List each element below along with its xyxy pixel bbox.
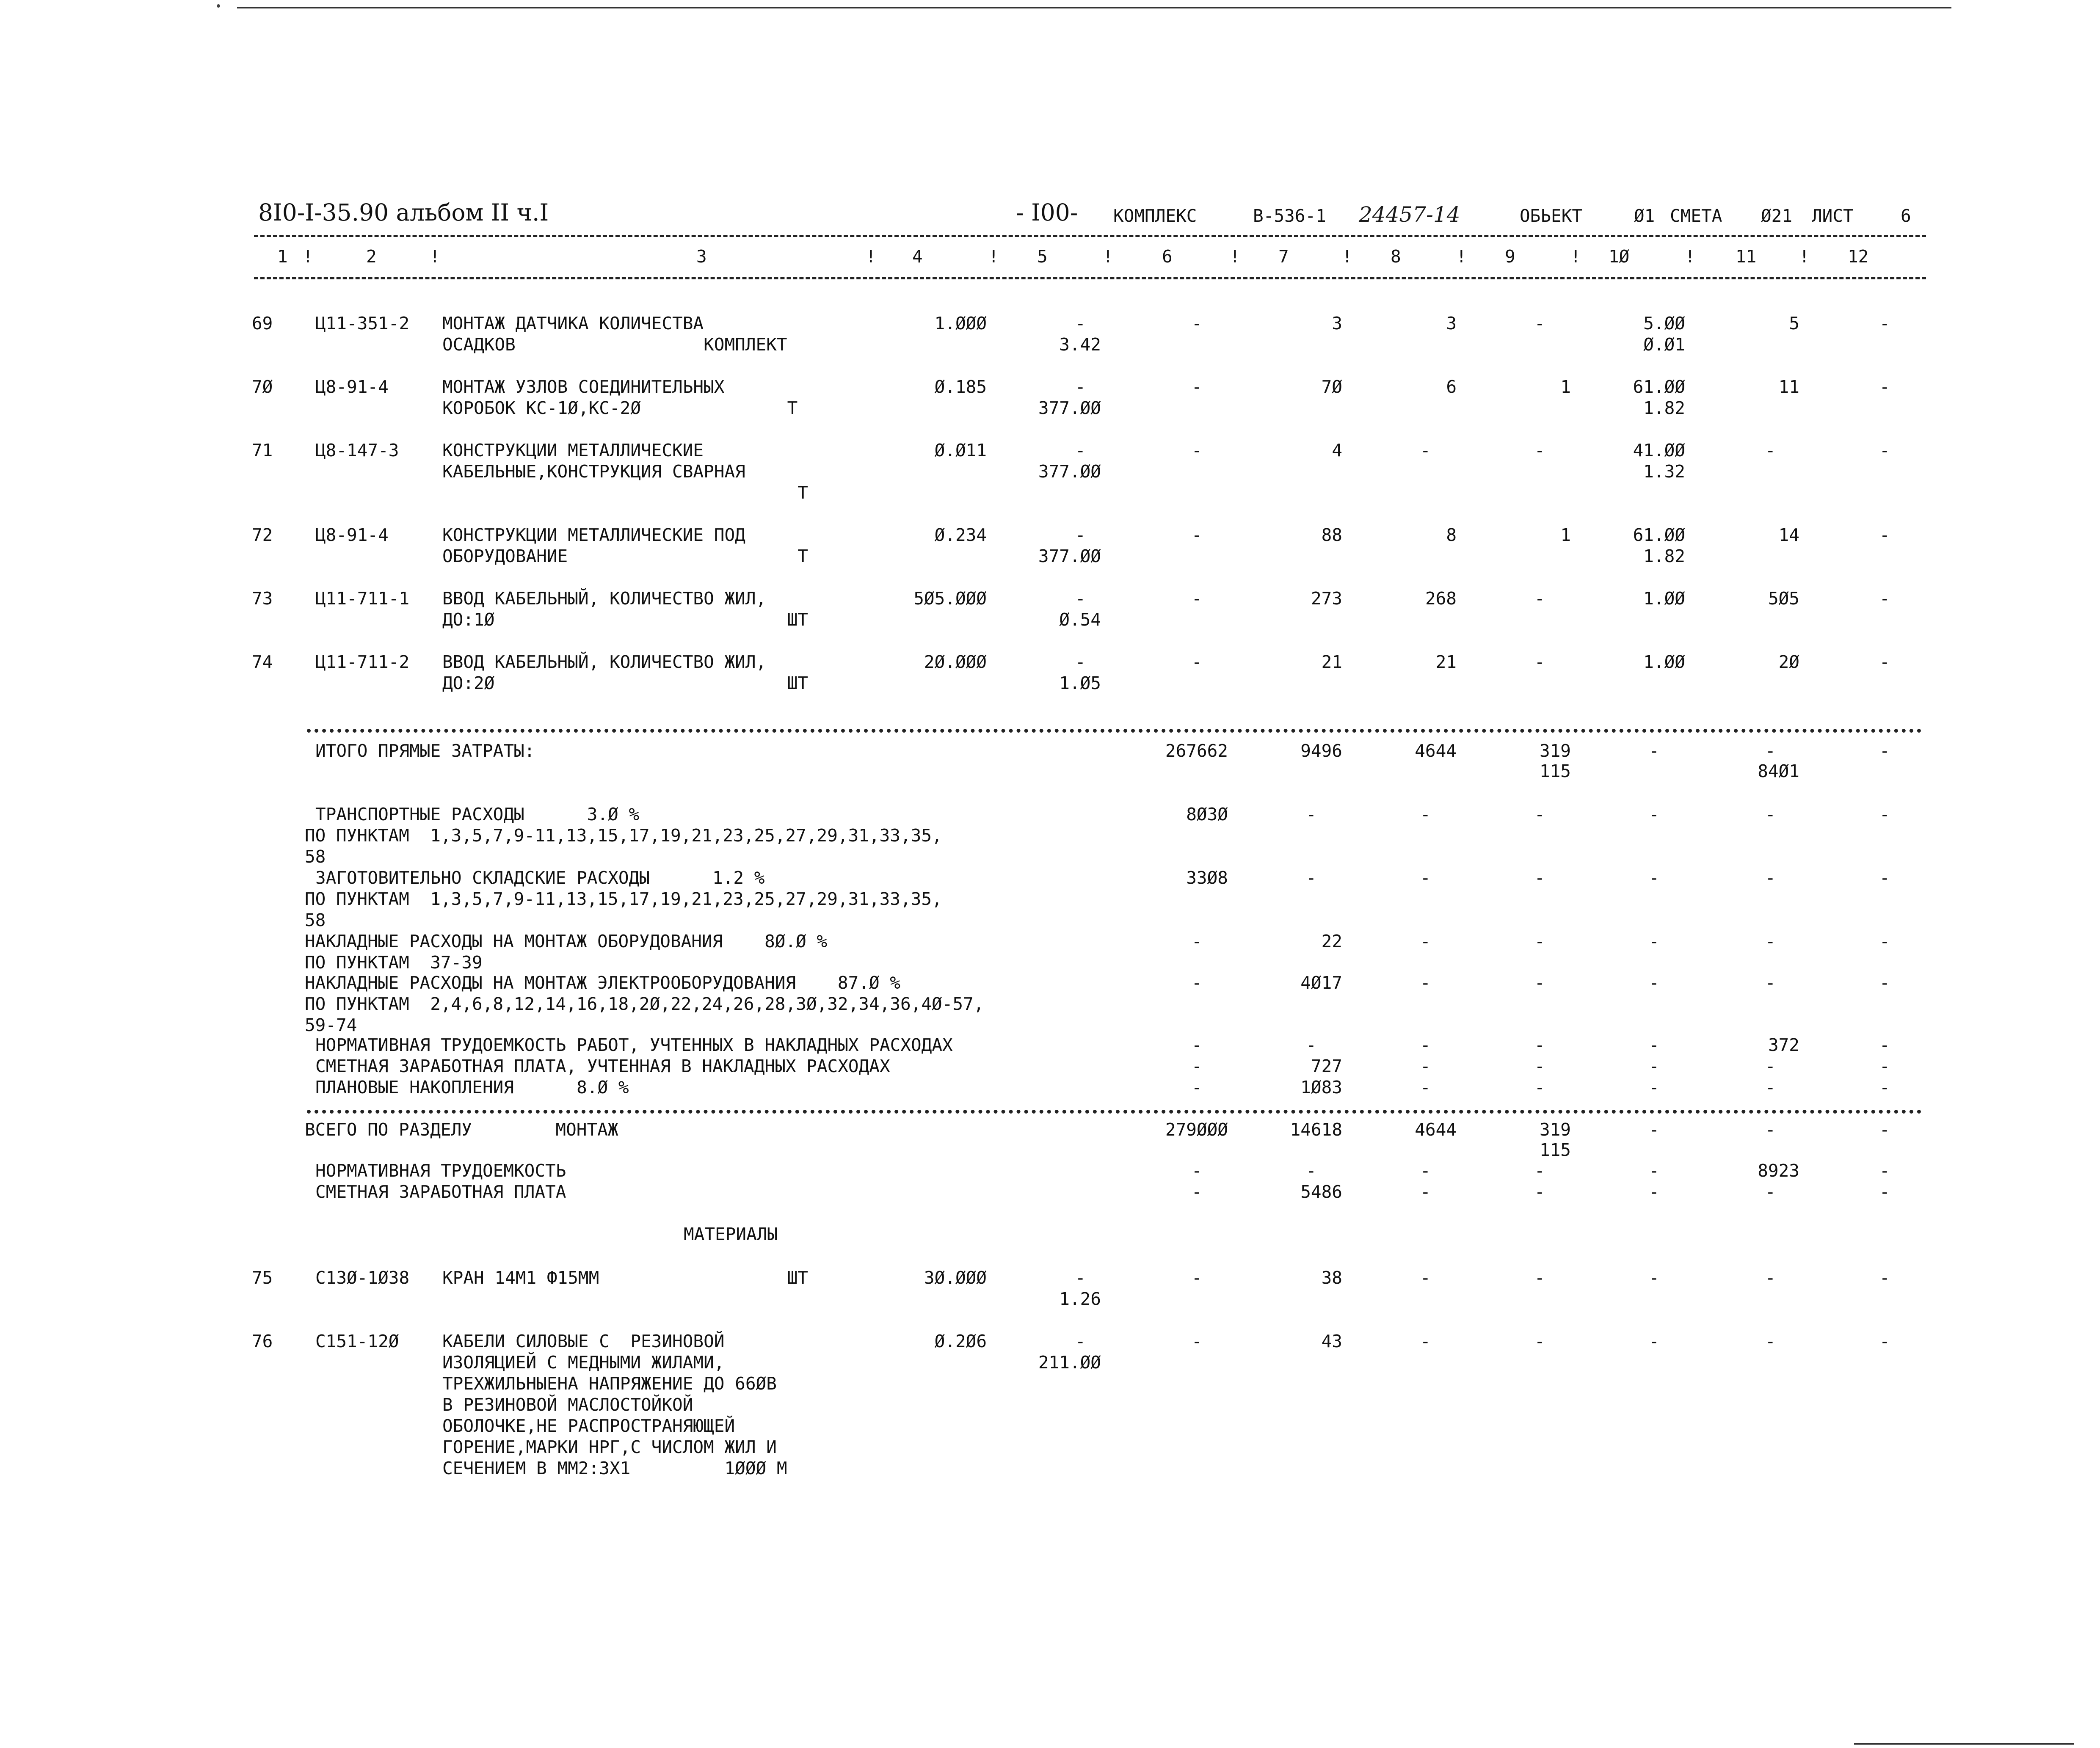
overhead-c9: - bbox=[1534, 1056, 1545, 1076]
overhead-c7: - bbox=[1306, 1035, 1316, 1055]
overhead-label: ПО ПУНКТАМ 2,4,6,8,12,14,16,18,2Ø,22,24,26,28,3Ø,32,34,36,4Ø-57, bbox=[305, 994, 984, 1014]
overhead-c12: - bbox=[1879, 1056, 1890, 1076]
materials-heading: МАТЕРИАЛЫ bbox=[684, 1224, 778, 1244]
direct-c6: 267662 bbox=[1165, 741, 1228, 761]
row-c8: - bbox=[1420, 440, 1431, 460]
direct-c9a: 319 bbox=[1539, 741, 1571, 761]
row-c12: - bbox=[1879, 313, 1890, 334]
material-c7: 43 bbox=[1321, 1331, 1342, 1351]
row-code: Ц11-351-2 bbox=[315, 313, 410, 334]
material-c12: - bbox=[1879, 1268, 1890, 1288]
row-unit-price: 1.Ø5 bbox=[1059, 673, 1101, 693]
labor-label: НОРМАТИВНАЯ ТРУДОЕМКОСТЬ bbox=[315, 1161, 566, 1181]
row-c5-dash: - bbox=[1075, 525, 1086, 545]
overhead-c7: 4Ø17 bbox=[1300, 973, 1342, 993]
row-qty: Ø.185 bbox=[934, 377, 987, 397]
overhead-c7: 727 bbox=[1311, 1056, 1342, 1076]
row-description: ВВОД КАБЕЛЬНЫЙ, КОЛИЧЕСТВО ЖИЛ, bbox=[442, 588, 767, 609]
row-qty: 1.ØØØ bbox=[934, 313, 987, 334]
overhead-c6: - bbox=[1192, 1056, 1202, 1076]
overhead-c8: - bbox=[1420, 1077, 1431, 1097]
labor-c8: - bbox=[1420, 1161, 1431, 1181]
overhead-c11: 372 bbox=[1768, 1035, 1799, 1055]
col-sep: ! bbox=[1685, 246, 1695, 267]
overhead-c11: - bbox=[1765, 931, 1776, 951]
overhead-c6: 8Ø3Ø bbox=[1186, 804, 1228, 824]
overhead-label: 58 bbox=[305, 910, 326, 930]
col-8: 8 bbox=[1391, 246, 1401, 267]
row-c8: 3 bbox=[1446, 313, 1457, 334]
wage-label: СМЕТНАЯ ЗАРАБОТНАЯ ПЛАТА bbox=[315, 1182, 566, 1202]
overhead-label: ПЛАНОВЫЕ НАКОПЛЕНИЯ 8.Ø % bbox=[315, 1077, 629, 1097]
col-4: 4 bbox=[912, 246, 923, 267]
wage-c10: - bbox=[1649, 1182, 1659, 1202]
overhead-label: ТРАНСПОРТНЫЕ РАСХОДЫ 3.Ø % bbox=[315, 804, 640, 824]
header-rule-bottom bbox=[254, 277, 1926, 279]
row-code: Ц8-91-4 bbox=[315, 377, 389, 397]
row-c8: 8 bbox=[1446, 525, 1457, 545]
row-description: КАБЕЛЬНЫЕ,КОНСТРУКЦИЯ СВАРНАЯ bbox=[442, 461, 745, 482]
col-sep: ! bbox=[1570, 246, 1581, 267]
row-description: КОНСТРУКЦИИ МЕТАЛЛИЧЕСКИЕ ПОД bbox=[442, 525, 745, 545]
handwritten-number: 24457-14 bbox=[1359, 202, 1460, 227]
row-c9: - bbox=[1534, 588, 1545, 609]
overhead-c7: 1Ø83 bbox=[1300, 1077, 1342, 1097]
overhead-c6: - bbox=[1192, 973, 1202, 993]
overhead-c9: - bbox=[1534, 868, 1545, 888]
section-c11: - bbox=[1765, 1119, 1776, 1140]
row-unit-price: 3.42 bbox=[1059, 334, 1101, 355]
row-c10b: 1.82 bbox=[1643, 398, 1685, 418]
overhead-c12: - bbox=[1879, 931, 1890, 951]
material-description: ОБОЛОЧКЕ,НЕ РАСПРОСТРАНЯЮЩЕЙ bbox=[442, 1416, 735, 1436]
material-c5-dash: - bbox=[1075, 1331, 1086, 1351]
row-c10a: 61.ØØ bbox=[1633, 525, 1685, 545]
row-c7: 21 bbox=[1321, 652, 1342, 672]
overhead-c8: - bbox=[1420, 1035, 1431, 1055]
overhead-c9: - bbox=[1534, 1035, 1545, 1055]
direct-c9b: 115 bbox=[1539, 761, 1571, 781]
overhead-label: ПО ПУНКТАМ 37-39 bbox=[305, 952, 483, 973]
direct-c7: 9496 bbox=[1300, 741, 1342, 761]
row-c10b: Ø.Ø1 bbox=[1643, 334, 1685, 355]
row-c12: - bbox=[1879, 652, 1890, 672]
material-description: КАБЕЛИ СИЛОВЫЕ С РЕЗИНОВОЙ bbox=[442, 1331, 725, 1351]
complex-label: КОМПЛЕКС bbox=[1113, 206, 1197, 226]
overhead-c6: 33Ø8 bbox=[1186, 868, 1228, 888]
row-c7: 88 bbox=[1321, 525, 1342, 545]
col-1: 1 bbox=[277, 246, 288, 267]
page-number: - I00- bbox=[1016, 199, 1078, 226]
row-code: Ц11-711-1 bbox=[315, 588, 410, 609]
material-description: В РЕЗИНОВОЙ МАСЛОСТОЙКОЙ bbox=[442, 1395, 693, 1415]
col-3: 3 bbox=[696, 246, 707, 267]
overhead-label: ЗАГОТОВИТЕЛЬНО СКЛАДСКИЕ РАСХОДЫ 1.2 % bbox=[315, 868, 765, 888]
overhead-label: 58 bbox=[305, 846, 326, 867]
row-c10a: 5.ØØ bbox=[1643, 313, 1685, 334]
wage-c8: - bbox=[1420, 1182, 1431, 1202]
section-c9a: 319 bbox=[1539, 1119, 1571, 1140]
material-description: ТРЕХЖИЛЬНЫЕНА НАПРЯЖЕНИЕ ДО 66ØВ bbox=[442, 1373, 777, 1394]
section-c7: 14618 bbox=[1290, 1119, 1342, 1140]
overhead-c10: - bbox=[1649, 1077, 1659, 1097]
row-c11: 11 bbox=[1778, 377, 1799, 397]
labor-c9: - bbox=[1534, 1161, 1545, 1181]
overhead-c10: - bbox=[1649, 1056, 1659, 1076]
labor-c6: - bbox=[1192, 1161, 1202, 1181]
wage-c12: - bbox=[1879, 1182, 1890, 1202]
row-description: ВВОД КАБЕЛЬНЫЙ, КОЛИЧЕСТВО ЖИЛ, bbox=[442, 652, 767, 672]
wage-c6: - bbox=[1192, 1182, 1202, 1202]
object-label: ОБЬЕКТ bbox=[1520, 206, 1583, 226]
row-description: КОНСТРУКЦИИ МЕТАЛЛИЧЕСКИЕ bbox=[442, 440, 704, 460]
row-c9: - bbox=[1534, 313, 1545, 334]
overhead-label: СМЕТНАЯ ЗАРАБОТНАЯ ПЛАТА, УЧТЕННАЯ В НАКЛАДНЫХ РАСХОДАХ bbox=[315, 1056, 890, 1076]
overhead-c7: - bbox=[1306, 804, 1316, 824]
overhead-c10: - bbox=[1649, 804, 1659, 824]
row-c7: 4 bbox=[1332, 440, 1342, 460]
labor-c12: - bbox=[1879, 1161, 1890, 1181]
list-label: ЛИСТ bbox=[1812, 206, 1854, 226]
scan-top-line bbox=[237, 7, 1951, 8]
col-2: 2 bbox=[366, 246, 377, 267]
row-code: Ц11-711-2 bbox=[315, 652, 410, 672]
scan-bottom-line bbox=[1854, 1743, 2074, 1745]
direct-c10: - bbox=[1649, 741, 1659, 761]
overhead-label: 59-74 bbox=[305, 1015, 357, 1035]
col-sep: ! bbox=[303, 246, 313, 267]
row-c12: - bbox=[1879, 588, 1890, 609]
overhead-label: НОРМАТИВНАЯ ТРУДОЕМКОСТЬ РАБОТ, УЧТЕННЫХ В НАКЛАДНЫХ РАСХОДАХ bbox=[315, 1035, 953, 1055]
row-c11: 5Ø5 bbox=[1768, 588, 1799, 609]
row-c6: - bbox=[1192, 440, 1202, 460]
section-c8: 4644 bbox=[1415, 1119, 1457, 1140]
overhead-c9: - bbox=[1534, 804, 1545, 824]
material-unit-price: 211.ØØ bbox=[1038, 1352, 1101, 1373]
row-qty: 5Ø5.ØØØ bbox=[913, 588, 987, 609]
section-total-label: ВСЕГО ПО РАЗДЕЛУ МОНТАЖ bbox=[305, 1119, 618, 1140]
direct-c11a: - bbox=[1765, 741, 1776, 761]
row-c5-dash: - bbox=[1075, 313, 1086, 334]
material-code: С151-12Ø bbox=[315, 1331, 399, 1351]
row-c9: 1 bbox=[1560, 525, 1571, 545]
section-c6: 279ØØØ bbox=[1165, 1119, 1228, 1140]
material-c9: - bbox=[1534, 1331, 1545, 1351]
col-10: 1Ø bbox=[1609, 246, 1630, 267]
row-c7: 3 bbox=[1332, 313, 1342, 334]
material-c9: - bbox=[1534, 1268, 1545, 1288]
row-description: ДО:1Ø ШТ bbox=[442, 609, 808, 630]
row-c10a: 1.ØØ bbox=[1643, 588, 1685, 609]
row-c8: 268 bbox=[1425, 588, 1457, 609]
row-c11: - bbox=[1765, 440, 1776, 460]
overhead-c9: - bbox=[1534, 973, 1545, 993]
overhead-c6: - bbox=[1192, 931, 1202, 951]
row-c10b: 1.32 bbox=[1643, 461, 1685, 482]
row-description: ОСАДКОВ КОМПЛЕКТ bbox=[442, 334, 787, 355]
material-code: С13Ø-1Ø38 bbox=[315, 1268, 410, 1288]
row-description: МОНТАЖ УЗЛОВ СОЕДИНИТЕЛЬНЫХ bbox=[442, 377, 725, 397]
row-qty: Ø.Ø11 bbox=[934, 440, 987, 460]
row-c6: - bbox=[1192, 588, 1202, 609]
labor-c10: - bbox=[1649, 1161, 1659, 1181]
overhead-c12: - bbox=[1879, 973, 1890, 993]
row-c8: 21 bbox=[1435, 652, 1457, 672]
section-c12: - bbox=[1879, 1119, 1890, 1140]
material-c7: 38 bbox=[1321, 1268, 1342, 1288]
row-description: КОРОБОК КС-1Ø,КС-2Ø Т bbox=[442, 398, 798, 418]
row-unit-price: 377.ØØ bbox=[1038, 546, 1101, 566]
row-c12: - bbox=[1879, 525, 1890, 545]
overhead-c6: - bbox=[1192, 1035, 1202, 1055]
labor-c7: - bbox=[1306, 1161, 1316, 1181]
material-c6: - bbox=[1192, 1268, 1202, 1288]
row-c5-dash: - bbox=[1075, 377, 1086, 397]
overhead-c9: - bbox=[1534, 931, 1545, 951]
material-c11: - bbox=[1765, 1331, 1776, 1351]
overhead-c8: - bbox=[1420, 931, 1431, 951]
row-c9: - bbox=[1534, 652, 1545, 672]
doc-code: 8I0-I-35.90 альбом II ч.I bbox=[258, 199, 549, 226]
row-c10a: 61.ØØ bbox=[1633, 377, 1685, 397]
row-number: 73 bbox=[252, 588, 273, 609]
overhead-c8: - bbox=[1420, 804, 1431, 824]
row-c11: 14 bbox=[1778, 525, 1799, 545]
material-c11: - bbox=[1765, 1268, 1776, 1288]
scan-speck bbox=[217, 4, 220, 8]
col-6: 6 bbox=[1162, 246, 1173, 267]
section-total-rule bbox=[307, 1110, 1922, 1114]
col-11: 11 bbox=[1736, 246, 1757, 267]
direct-c8: 4644 bbox=[1415, 741, 1457, 761]
smeta-label: СМЕТА bbox=[1670, 206, 1722, 226]
col-sep: ! bbox=[1342, 246, 1352, 267]
material-description: СЕЧЕНИЕМ В ММ2:3Х1 1ØØØ М bbox=[442, 1458, 787, 1478]
overhead-c7: - bbox=[1306, 868, 1316, 888]
material-c10: - bbox=[1649, 1268, 1659, 1288]
overhead-c12: - bbox=[1879, 804, 1890, 824]
smeta-number: Ø21 bbox=[1761, 206, 1793, 226]
col-sep: ! bbox=[430, 246, 440, 267]
direct-c12: - bbox=[1879, 741, 1890, 761]
row-c6: - bbox=[1192, 313, 1202, 334]
overhead-label: ПО ПУНКТАМ 1,3,5,7,9-11,13,15,17,19,21,23,25,27,29,31,33,35, bbox=[305, 825, 942, 846]
col-sep: ! bbox=[866, 246, 876, 267]
material-c6: - bbox=[1192, 1331, 1202, 1351]
row-unit-price: Ø.54 bbox=[1059, 609, 1101, 630]
overhead-c11: - bbox=[1765, 973, 1776, 993]
overhead-label: НАКЛАДНЫЕ РАСХОДЫ НА МОНТАЖ ЭЛЕКТРООБОРУДОВАНИЯ 87.Ø % bbox=[305, 973, 900, 993]
overhead-c6: - bbox=[1192, 1077, 1202, 1097]
row-c10a: 41.ØØ bbox=[1633, 440, 1685, 460]
row-qty: 2Ø.ØØØ bbox=[924, 652, 987, 672]
row-number: 7Ø bbox=[252, 377, 273, 397]
row-c8: 6 bbox=[1446, 377, 1457, 397]
material-c8: - bbox=[1420, 1331, 1431, 1351]
row-code: Ц8-91-4 bbox=[315, 525, 389, 545]
col-9: 9 bbox=[1505, 246, 1515, 267]
row-description: МОНТАЖ ДАТЧИКА КОЛИЧЕСТВА bbox=[442, 313, 704, 334]
overhead-c8: - bbox=[1420, 1056, 1431, 1076]
overhead-label: НАКЛАДНЫЕ РАСХОДЫ НА МОНТАЖ ОБОРУДОВАНИЯ 8Ø.Ø % bbox=[305, 931, 828, 951]
row-c11: 5 bbox=[1789, 313, 1799, 334]
row-number: 74 bbox=[252, 652, 273, 672]
list-number: 6 bbox=[1901, 206, 1911, 226]
row-c5-dash: - bbox=[1075, 652, 1086, 672]
col-sep: ! bbox=[988, 246, 999, 267]
material-c8: - bbox=[1420, 1268, 1431, 1288]
row-c6: - bbox=[1192, 377, 1202, 397]
col-12: 12 bbox=[1848, 246, 1869, 267]
col-sep: ! bbox=[1103, 246, 1113, 267]
material-unit-price: 1.26 bbox=[1059, 1289, 1101, 1309]
overhead-c12: - bbox=[1879, 868, 1890, 888]
row-unit-price: 377.ØØ bbox=[1038, 461, 1101, 482]
material-c10: - bbox=[1649, 1331, 1659, 1351]
overhead-c11: - bbox=[1765, 804, 1776, 824]
row-number: 71 bbox=[252, 440, 273, 460]
overhead-label: ПО ПУНКТАМ 1,3,5,7,9-11,13,15,17,19,21,23,25,27,29,31,33,35, bbox=[305, 889, 942, 909]
row-description: ОБОРУДОВАНИЕ Т bbox=[442, 546, 808, 566]
row-c10b: 1.82 bbox=[1643, 546, 1685, 566]
overhead-c11: - bbox=[1765, 868, 1776, 888]
row-unit-price: 377.ØØ bbox=[1038, 398, 1101, 418]
overhead-c12: - bbox=[1879, 1035, 1890, 1055]
overhead-c10: - bbox=[1649, 868, 1659, 888]
row-c9: 1 bbox=[1560, 377, 1571, 397]
row-c10a: 1.ØØ bbox=[1643, 652, 1685, 672]
row-description: ДО:2Ø ШТ bbox=[442, 673, 808, 693]
row-number: 69 bbox=[252, 313, 273, 334]
material-description: ГОРЕНИЕ,МАРКИ НРГ,С ЧИСЛОМ ЖИЛ И bbox=[442, 1437, 777, 1457]
row-c6: - bbox=[1192, 525, 1202, 545]
overhead-c10: - bbox=[1649, 1035, 1659, 1055]
direct-total-label: ИТОГО ПРЯМЫЕ ЗАТРАТЫ: bbox=[315, 741, 535, 761]
header-rule-top bbox=[254, 235, 1926, 237]
material-qty: 3Ø.ØØØ bbox=[924, 1268, 987, 1288]
material-c5-dash: - bbox=[1075, 1268, 1086, 1288]
wage-c9: - bbox=[1534, 1182, 1545, 1202]
overhead-c11: - bbox=[1765, 1077, 1776, 1097]
material-c12: - bbox=[1879, 1331, 1890, 1351]
material-number: 75 bbox=[252, 1268, 273, 1288]
material-number: 76 bbox=[252, 1331, 273, 1351]
wage-c7: 5486 bbox=[1300, 1182, 1342, 1202]
col-7: 7 bbox=[1278, 246, 1289, 267]
section-c9b: 115 bbox=[1539, 1140, 1571, 1160]
material-qty: Ø.2Ø6 bbox=[934, 1331, 987, 1351]
overhead-c10: - bbox=[1649, 973, 1659, 993]
labor-c11: 8923 bbox=[1758, 1161, 1799, 1181]
overhead-c7: 22 bbox=[1321, 931, 1342, 951]
overhead-c11: - bbox=[1765, 1056, 1776, 1076]
section-c10: - bbox=[1649, 1119, 1659, 1140]
col-sep: ! bbox=[1799, 246, 1810, 267]
row-c5-dash: - bbox=[1075, 440, 1086, 460]
row-c5-dash: - bbox=[1075, 588, 1086, 609]
overhead-c8: - bbox=[1420, 973, 1431, 993]
row-c11: 2Ø bbox=[1778, 652, 1799, 672]
col-5: 5 bbox=[1037, 246, 1048, 267]
row-c7: 7Ø bbox=[1321, 377, 1342, 397]
material-description: КРАН 14М1 Ф15ММ ШТ bbox=[442, 1268, 808, 1288]
direct-total-rule bbox=[307, 729, 1922, 733]
overhead-c10: - bbox=[1649, 931, 1659, 951]
row-c12: - bbox=[1879, 440, 1890, 460]
wage-c11: - bbox=[1765, 1182, 1776, 1202]
overhead-c8: - bbox=[1420, 868, 1431, 888]
col-sep: ! bbox=[1456, 246, 1467, 267]
overhead-c12: - bbox=[1879, 1077, 1890, 1097]
direct-c11b: 84Ø1 bbox=[1758, 761, 1799, 781]
complex-code: В-536-1 bbox=[1253, 206, 1326, 226]
row-c9: - bbox=[1534, 440, 1545, 460]
row-c6: - bbox=[1192, 652, 1202, 672]
col-sep: ! bbox=[1230, 246, 1240, 267]
row-number: 72 bbox=[252, 525, 273, 545]
row-c12: - bbox=[1879, 377, 1890, 397]
row-code: Ц8-147-3 bbox=[315, 440, 399, 460]
row-description: Т bbox=[442, 482, 808, 503]
row-c7: 273 bbox=[1311, 588, 1342, 609]
object-number: Ø1 bbox=[1634, 206, 1655, 226]
overhead-c9: - bbox=[1534, 1077, 1545, 1097]
material-description: ИЗОЛЯЦИЕЙ С МЕДНЫМИ ЖИЛАМИ, bbox=[442, 1352, 725, 1373]
row-qty: Ø.234 bbox=[934, 525, 987, 545]
